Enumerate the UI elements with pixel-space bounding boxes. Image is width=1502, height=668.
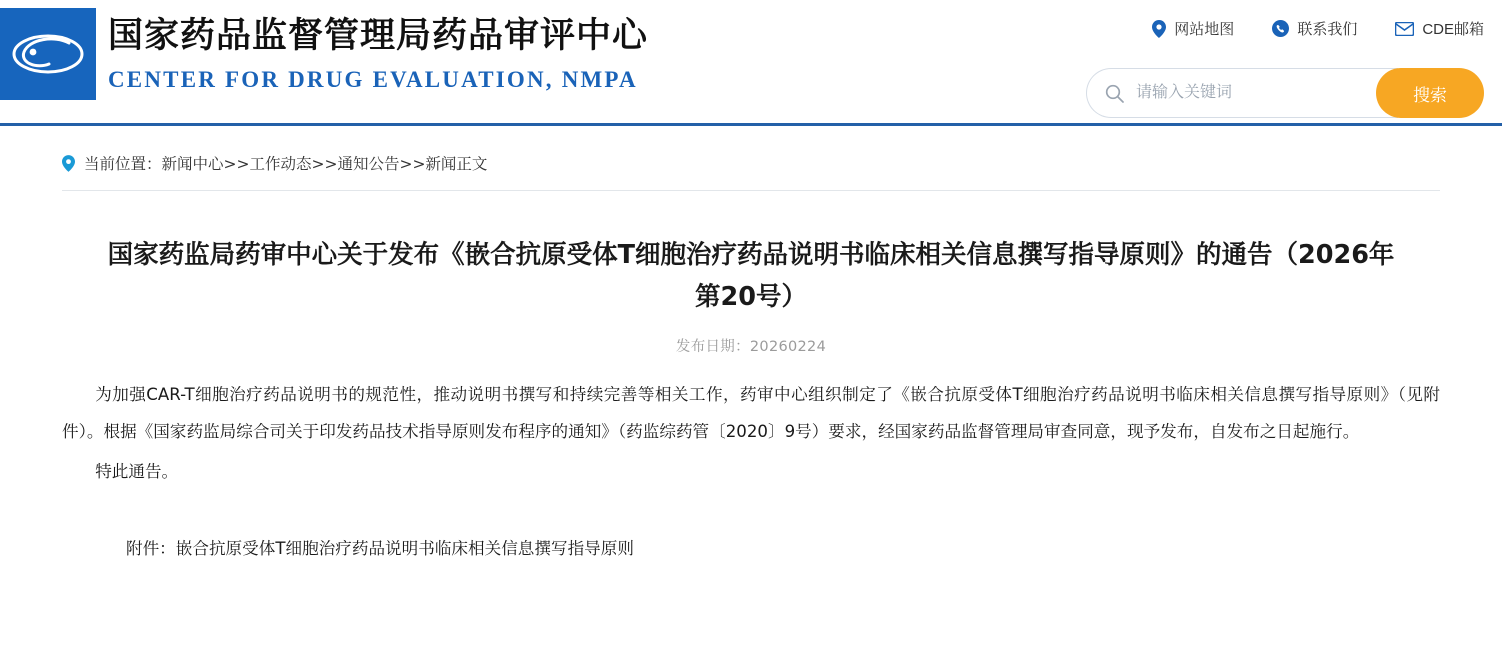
site-header bbox=[0, 0, 1502, 126]
search-bar bbox=[1086, 68, 1484, 118]
publish-date: 发布日期：20260224 bbox=[675, 339, 827, 356]
attachment-line[interactable]: 附件：嵌合抗原受体T细胞治疗药品说明书临床相关信息撰写指导原则 bbox=[126, 539, 634, 559]
page-title: 国家药监局药审中心关于发布《嵌合抗原受体T细胞治疗药品说明书临床相关信息撰写指导原则》的通告（2026年第20号） bbox=[107, 240, 1395, 313]
article-body bbox=[62, 376, 1440, 490]
search-input[interactable] bbox=[1134, 83, 1374, 103]
top-link-contact-label: 联系我们 bbox=[1297, 21, 1358, 38]
phone-icon bbox=[1272, 20, 1289, 37]
article bbox=[62, 191, 1440, 564]
search-field-wrapper[interactable] bbox=[1086, 68, 1398, 118]
search-button[interactable]: 搜索 bbox=[1376, 68, 1484, 118]
breadcrumb bbox=[62, 126, 1440, 191]
article-paragraph: 特此通告。 bbox=[95, 462, 179, 482]
top-link-sitemap[interactable] bbox=[1152, 18, 1234, 39]
cde-emblem-icon bbox=[11, 31, 85, 77]
top-link-mailbox[interactable] bbox=[1395, 18, 1484, 39]
location-pin-icon bbox=[1152, 20, 1166, 38]
article-paragraph: 为加强CAR-T细胞治疗药品说明书的规范性，推动说明书撰写和持续完善等相关工作，药审中心组织制定了《嵌合抗原受体T细胞治疗药品说明书临床相关信息撰写指导原则》（见附件）。根据《国家药监局综合司关于印发药品技术指导原则发布程序的通知》（药监综药管〔2020〕9号）要求，经国家药品监督管理局审查同意，现予发布，自发布之日起施行。 bbox=[62, 385, 1440, 442]
site-title bbox=[108, 12, 648, 96]
search-icon bbox=[1105, 84, 1124, 103]
top-link-contact[interactable] bbox=[1272, 18, 1357, 39]
top-link-mailbox-label: CDE邮箱 bbox=[1422, 21, 1484, 38]
top-nav-links bbox=[1152, 18, 1484, 39]
site-title-en: CENTER FOR DRUG EVALUATION, NMPA bbox=[108, 67, 638, 92]
site-logo[interactable] bbox=[0, 8, 96, 100]
top-link-sitemap-label: 网站地图 bbox=[1174, 21, 1235, 38]
location-pin-icon bbox=[62, 155, 75, 172]
envelope-icon bbox=[1395, 22, 1414, 36]
breadcrumb-text: 当前位置：新闻中心>>工作动态>>通知公告>>新闻正文 bbox=[84, 155, 488, 173]
site-title-cn: 国家药品监督管理局药品审评中心 bbox=[108, 16, 649, 56]
